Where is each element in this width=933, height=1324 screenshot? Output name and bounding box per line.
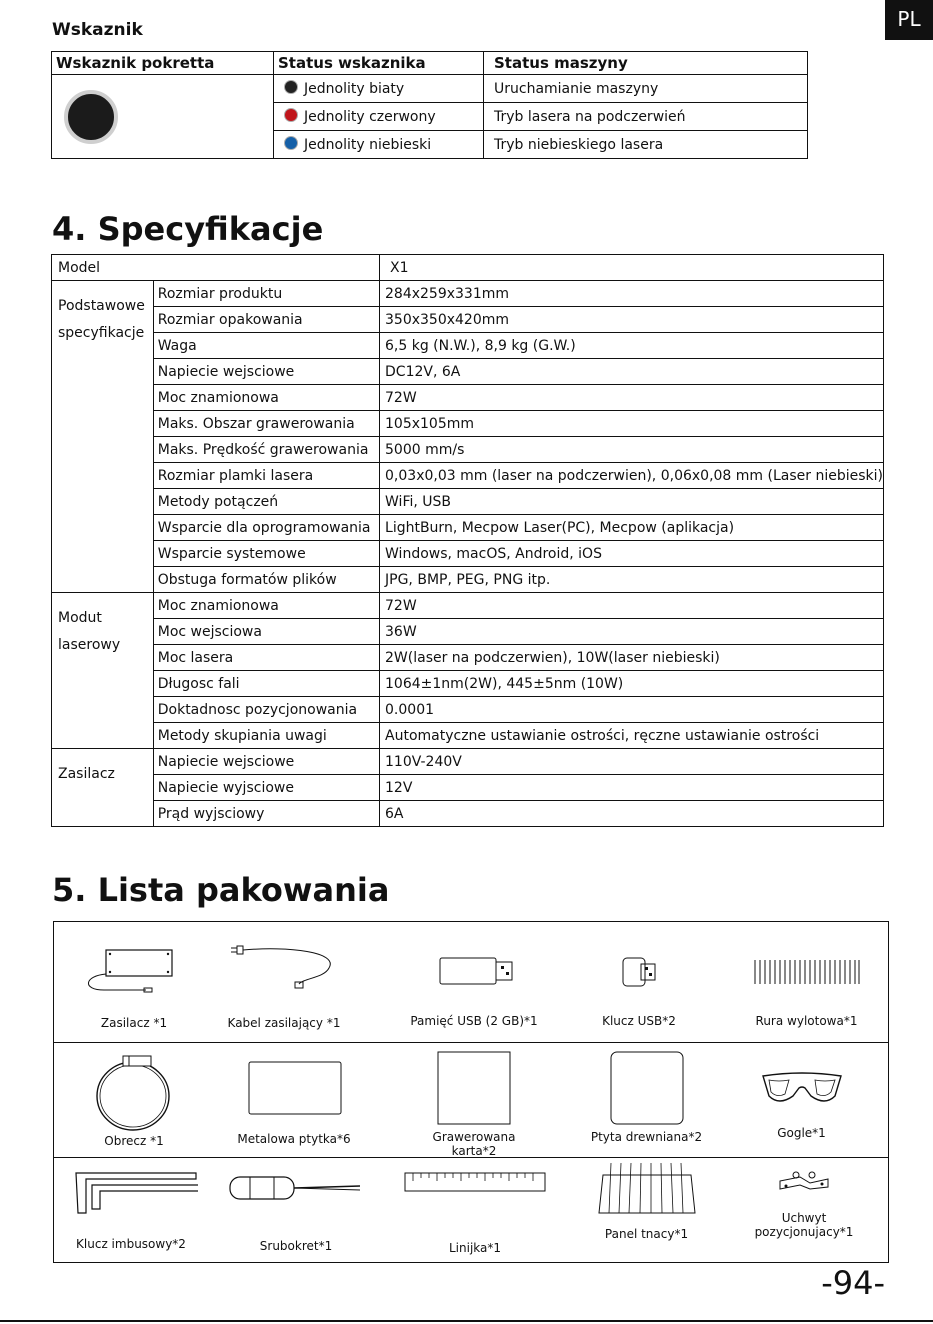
spec-value: 0.0001	[380, 697, 884, 723]
status-dot-icon	[284, 108, 298, 122]
spec-value: 0,03x0,03 mm (laser na podczerwien), 0,06x0,08 mm (Laser niebieski)	[380, 463, 884, 489]
bottom-rule	[0, 1320, 933, 1322]
hex-key-icon	[66, 1169, 198, 1217]
packing-item-label: Ptyta drewniana*2	[590, 1130, 703, 1144]
spec-row	[52, 489, 884, 515]
spec-value: 12V	[380, 775, 884, 801]
spec-row	[52, 437, 884, 463]
packing-item	[219, 938, 349, 1030]
positioning-holder-icon	[774, 1169, 834, 1193]
packing-item-label: Grawerowana karta*2	[432, 1130, 516, 1158]
indicator-header-status: Status wskaznika	[274, 52, 484, 75]
spec-value: 6,5 kg (N.W.), 8,9 kg (G.W.)	[380, 333, 884, 359]
packing-item-label: Kabel zasilający *1	[227, 1016, 341, 1030]
spec-key: Waga	[153, 333, 379, 359]
packing-row	[54, 1157, 888, 1262]
spec-value: LightBurn, Mecpow Laser(PC), Mecpow (aplikacja)	[380, 515, 884, 541]
indicator-status-text: Jednolity czerwony	[304, 109, 436, 125]
indicator-table	[51, 51, 808, 159]
spec-key: Moc wejsciowa	[153, 619, 379, 645]
language-tab: PL	[885, 0, 933, 40]
spec-key: Moc znamionowa	[153, 385, 379, 411]
packing-item	[79, 944, 189, 1030]
spec-key: Moc lasera	[153, 645, 379, 671]
exhaust-pipe-icon	[751, 952, 863, 992]
spec-key: Metody potączeń	[153, 489, 379, 515]
spec-key: Rozmiar opakowania	[153, 307, 379, 333]
packing-item	[584, 1048, 709, 1144]
indicator-header-machine: Status maszyny	[484, 52, 808, 75]
power-cable-icon	[229, 938, 339, 994]
spec-value: 350x350x420mm	[380, 307, 884, 333]
indicator-status	[274, 103, 484, 131]
spec-row	[52, 593, 884, 619]
usb-drive-icon	[434, 952, 514, 992]
spec-value: Windows, macOS, Android, iOS	[380, 541, 884, 567]
spec-key: Prąd wyjsciowy	[153, 801, 379, 827]
spec-value: 72W	[380, 593, 884, 619]
spec-row	[52, 697, 884, 723]
knob-cell	[52, 75, 274, 159]
spec-row	[52, 333, 884, 359]
packing-item	[734, 1169, 874, 1239]
spec-key: Metody skupiania uwagi	[153, 723, 379, 749]
packing-item-label: Panel tnacy*1	[604, 1227, 689, 1241]
packing-row	[54, 922, 888, 1043]
packing-item	[74, 1050, 194, 1148]
indicator-title: Wskaznik	[52, 20, 143, 40]
spec-value: JPG, BMP, PEG, PNG itp.	[380, 567, 884, 593]
model-label: Model	[52, 255, 380, 281]
indicator-status-text: Jednolity biaty	[304, 81, 405, 97]
spec-row	[52, 515, 884, 541]
spec-row	[52, 749, 884, 775]
spec-row	[52, 723, 884, 749]
spec-title: 4. Specyfikacje	[52, 210, 324, 248]
packing-item	[584, 952, 694, 1028]
spec-row	[52, 463, 884, 489]
packing-list	[53, 921, 889, 1263]
packing-item-label: Gogle*1	[777, 1126, 826, 1140]
indicator-machine: Tryb niebieskiego lasera	[484, 131, 808, 159]
spec-value: 2W(laser na podczerwien), 10W(laser niebieski)	[380, 645, 884, 671]
ruler-icon	[401, 1169, 549, 1197]
packing-item	[739, 1068, 864, 1140]
packing-item-label: Uchwyt pozycjonujacy*1	[754, 1211, 854, 1239]
packing-item-label: Rura wylotowa*1	[755, 1014, 858, 1028]
spec-key: Napiecie wyjsciowe	[153, 775, 379, 801]
spec-key: Moc znamionowa	[153, 593, 379, 619]
packing-item	[744, 952, 869, 1028]
spec-value: 36W	[380, 619, 884, 645]
spec-table	[51, 254, 884, 827]
spec-key: Napiecie wejsciowe	[153, 749, 379, 775]
hose-clamp-icon	[89, 1050, 179, 1132]
spec-value: 1064±1nm(2W), 445±5nm (10W)	[380, 671, 884, 697]
packing-item-label: Srubokret*1	[259, 1239, 333, 1253]
spec-value: 6A	[380, 801, 884, 827]
spec-row	[52, 645, 884, 671]
spec-row	[52, 801, 884, 827]
packing-item	[229, 1058, 359, 1146]
page-number: -94-	[821, 1264, 885, 1302]
spec-key: Długosc fali	[153, 671, 379, 697]
spec-value: WiFi, USB	[380, 489, 884, 515]
indicator-header-knob: Wskaznik pokretta	[52, 52, 274, 75]
packing-item	[584, 1161, 709, 1241]
spec-row	[52, 359, 884, 385]
spec-group-label: Modut laserowy	[52, 593, 154, 749]
spec-row	[52, 385, 884, 411]
packing-item-label: Metalowa ptytka*6	[237, 1132, 351, 1146]
packing-item-label: Linijka*1	[448, 1241, 502, 1255]
spec-value: 284x259x331mm	[380, 281, 884, 307]
cutting-panel-icon	[597, 1161, 697, 1215]
screwdriver-icon	[226, 1171, 366, 1205]
knob-icon	[64, 90, 118, 144]
spec-value: 105x105mm	[380, 411, 884, 437]
packing-row	[54, 1042, 888, 1158]
packing-item-label: Obrecz *1	[104, 1134, 164, 1148]
indicator-machine: Tryb lasera na podczerwień	[484, 103, 808, 131]
spec-key: Napiecie wejsciowe	[153, 359, 379, 385]
spec-key: Maks. Prędkość grawerowania	[153, 437, 379, 463]
packing-title: 5. Lista pakowania	[52, 871, 390, 909]
packing-item	[226, 1171, 366, 1253]
spec-row	[52, 541, 884, 567]
spec-row	[52, 775, 884, 801]
model-value: X1	[380, 255, 884, 281]
packing-item-label: Klucz USB*2	[602, 1014, 676, 1028]
spec-key: Wsparcie systemowe	[153, 541, 379, 567]
spec-group-label: Zasilacz	[52, 749, 154, 827]
usb-key-icon	[617, 952, 661, 992]
metal-plate-icon	[244, 1058, 344, 1118]
packing-item-label: Zasilacz *1	[100, 1016, 168, 1030]
packing-item-label: Pamięć USB (2 GB)*1	[410, 1014, 538, 1028]
packing-item-label: Klucz imbusowy*2	[76, 1237, 186, 1251]
spec-row	[52, 567, 884, 593]
indicator-status	[274, 75, 484, 103]
indicator-status-text: Jednolity niebieski	[304, 137, 432, 153]
status-dot-icon	[284, 80, 298, 94]
spec-body	[52, 281, 884, 827]
spec-row	[52, 307, 884, 333]
packing-item	[409, 1048, 539, 1158]
spec-key: Obstuga formatów plików	[153, 567, 379, 593]
packing-item	[399, 1169, 551, 1255]
spec-row	[52, 411, 884, 437]
spec-row	[52, 619, 884, 645]
spec-value: Automatyczne ustawianie ostrości, ręczne ustawianie ostrości	[380, 723, 884, 749]
spec-row	[52, 671, 884, 697]
packing-item	[409, 952, 539, 1028]
indicator-machine: Uruchamianie maszyny	[484, 75, 808, 103]
spec-row	[52, 281, 884, 307]
spec-key: Maks. Obszar grawerowania	[153, 411, 379, 437]
spec-key: Rozmiar plamki lasera	[153, 463, 379, 489]
wood-board-icon	[607, 1048, 687, 1126]
spec-value: DC12V, 6A	[380, 359, 884, 385]
engraving-card-icon	[434, 1048, 514, 1126]
status-dot-icon	[284, 136, 298, 150]
spec-key: Doktadnosc pozycjonowania	[153, 697, 379, 723]
goggles-icon	[759, 1068, 845, 1114]
spec-key: Wsparcie dla oprogramowania	[153, 515, 379, 541]
indicator-status	[274, 131, 484, 159]
power-supply-icon	[84, 944, 184, 1000]
spec-key: Rozmiar produktu	[153, 281, 379, 307]
packing-item	[66, 1169, 196, 1251]
spec-group-label: Podstawowe specyfikacje	[52, 281, 154, 593]
spec-value: 72W	[380, 385, 884, 411]
spec-value: 5000 mm/s	[380, 437, 884, 463]
spec-value: 110V-240V	[380, 749, 884, 775]
